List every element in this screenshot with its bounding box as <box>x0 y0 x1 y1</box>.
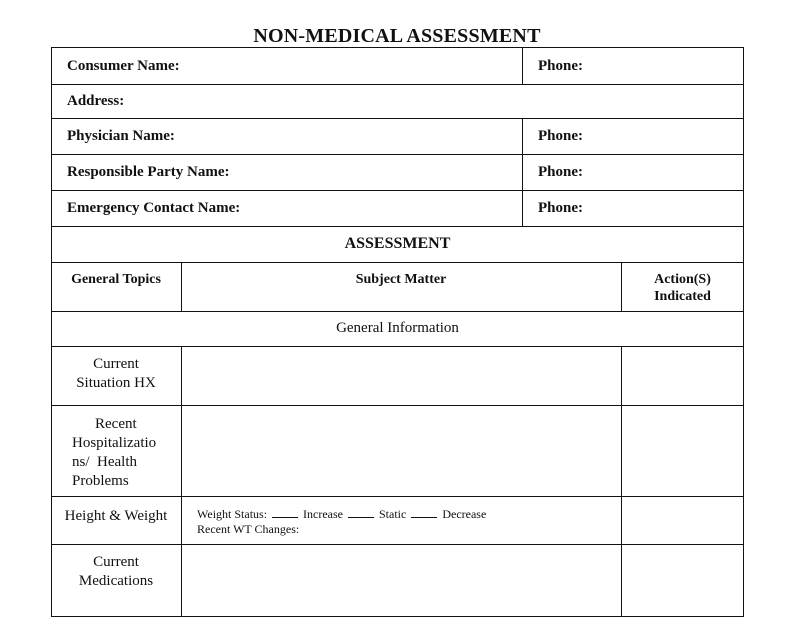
phone-divider <box>522 47 523 84</box>
increase-option: Increase <box>303 507 343 521</box>
column-header-topics: General Topics <box>71 272 161 287</box>
topic-recent-hospitalizations <box>51 415 181 491</box>
assessment-heading: ASSESSMENT <box>344 235 451 252</box>
consumer-name-label: Consumer Name: <box>67 58 180 74</box>
column-divider <box>621 346 622 616</box>
emergency-contact-label: Emergency Contact Name: <box>67 200 241 216</box>
column-divider <box>181 346 182 616</box>
section-general-information: General Information <box>336 320 459 336</box>
weight-status-label: Weight Status: <box>197 507 268 521</box>
column-header-actions <box>621 271 744 305</box>
topic-line: Hospitalizatio <box>72 435 157 451</box>
phone-divider <box>522 118 523 226</box>
topic-line: Problems <box>72 473 129 489</box>
row-divider <box>51 118 744 119</box>
row-divider <box>51 346 744 347</box>
decrease-blank[interactable] <box>411 507 437 518</box>
topic-line: Current <box>93 554 139 570</box>
topic-line: Situation HX <box>76 375 156 391</box>
row-divider <box>51 405 744 406</box>
topic-height-weight: Height & Weight <box>64 508 168 524</box>
topic-line: Medications <box>78 573 154 589</box>
topic-line: Recent <box>95 416 137 432</box>
form-title: NON-MEDICAL ASSESSMENT <box>253 25 541 47</box>
static-blank[interactable] <box>348 507 374 518</box>
column-header-subject: Subject Matter <box>355 272 447 287</box>
row-divider <box>51 190 744 191</box>
row-divider <box>51 84 744 85</box>
column-header-actions-line1: Action(S) <box>654 272 711 287</box>
column-header-actions-line2: Indicated <box>654 289 711 304</box>
physician-name-label: Physician Name: <box>67 128 175 144</box>
topic-line: ns/ Health <box>72 454 137 470</box>
row-divider <box>51 262 744 263</box>
topic-current-medications <box>51 553 181 591</box>
address-label: Address: <box>67 93 125 109</box>
recent-wt-changes-label: Recent WT Changes: <box>197 522 300 536</box>
static-option: Static <box>379 507 407 521</box>
emergency-contact-phone-label: Phone: <box>538 200 583 216</box>
responsible-party-label: Responsible Party Name: <box>67 164 230 180</box>
row-divider <box>51 496 744 497</box>
topic-current-situation <box>51 355 181 393</box>
responsible-party-phone-label: Phone: <box>538 164 583 180</box>
consumer-phone-label: Phone: <box>538 58 583 74</box>
physician-phone-label: Phone: <box>538 128 583 144</box>
row-divider <box>51 226 744 227</box>
row-divider <box>51 154 744 155</box>
increase-blank[interactable] <box>272 507 298 518</box>
weight-status-line <box>197 507 486 522</box>
row-divider <box>51 311 744 312</box>
topic-line: Current <box>93 356 139 372</box>
decrease-option: Decrease <box>442 507 487 521</box>
row-divider <box>51 544 744 545</box>
